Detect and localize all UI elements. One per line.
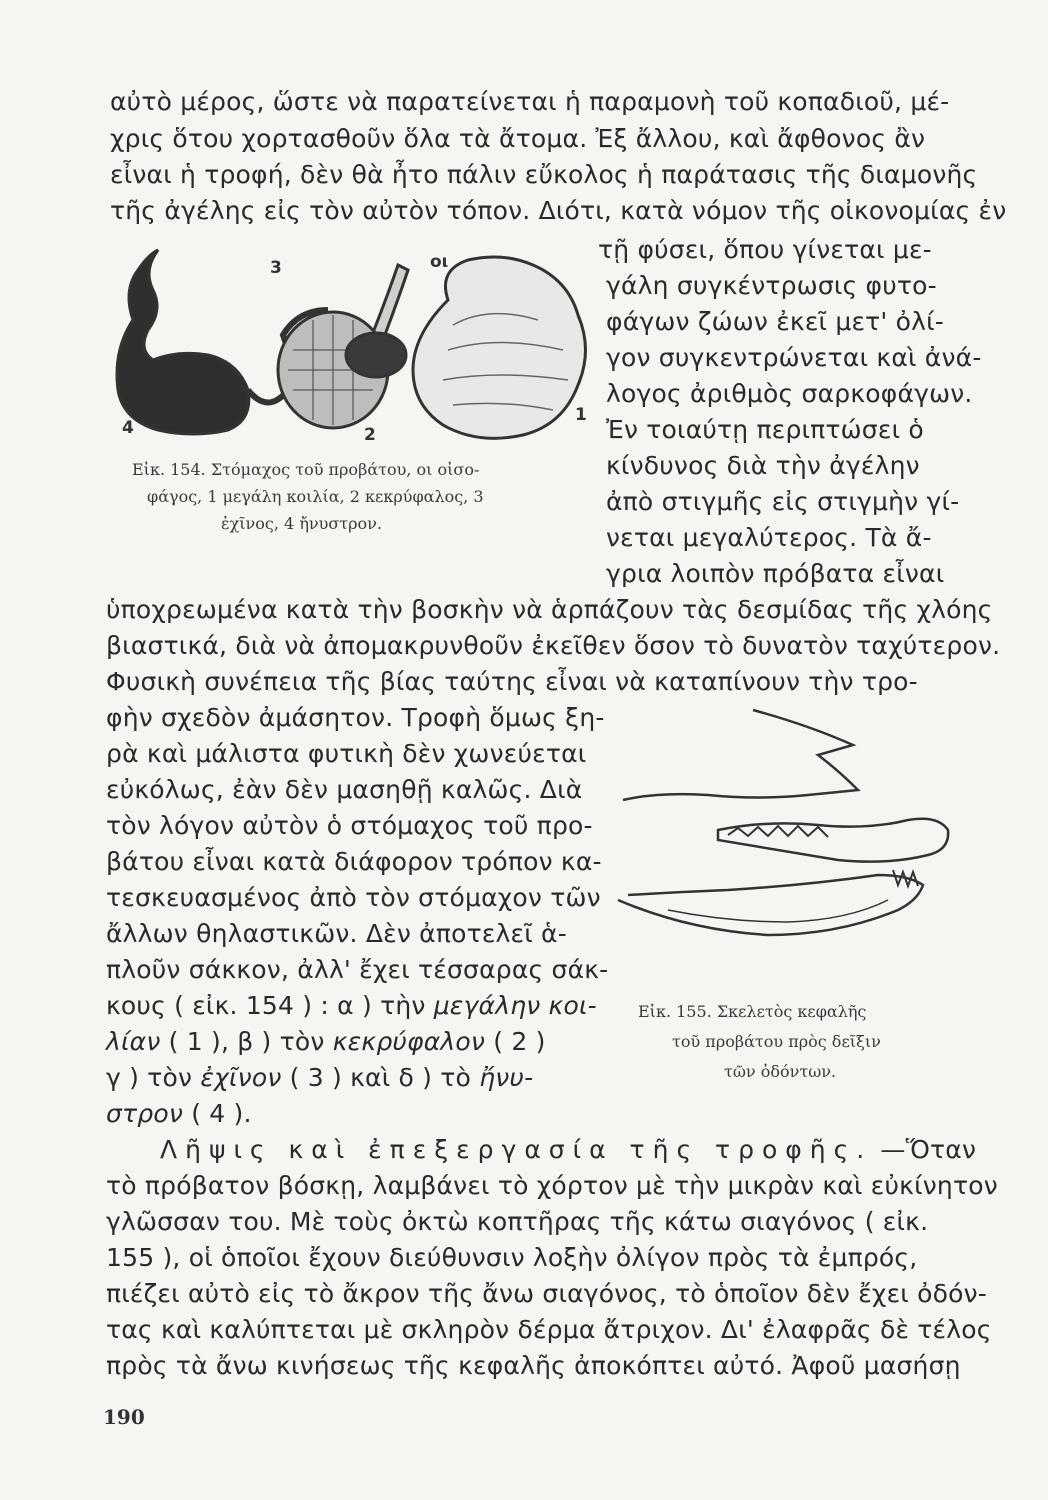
figure-label: 3 [270, 258, 282, 278]
body-text: γ ) τὸν [106, 1063, 193, 1092]
term-italic: ἤνυ- [479, 1063, 534, 1092]
body-text: κους ( εἰκ. 154 ) : α ) τὴν [106, 991, 426, 1020]
figure-caption: τοῦ προβάτου πρὸς δεῖξιν [672, 1032, 881, 1051]
figure-caption: τῶν ὀδόντων. [724, 1062, 837, 1081]
sheep-jaw-illustration [608, 700, 958, 960]
body-line: Ἐν τοιαύτῃ περιπτώσει ὁ [606, 415, 924, 444]
body-line: αὐτὸ μέρος, ὥστε νὰ παρατείνεται ἡ παραμονὴ τοῦ κοπαδιοῦ, μέ- [110, 87, 950, 116]
body-line: πλοῦν σάκκον, ἀλλ' ἔχει τέσσαρας σάκ- [106, 955, 609, 984]
body-line: νεται μεγαλύτερος. Τὰ ἄ- [606, 523, 932, 552]
body-line: ἄλλων θηλαστικῶν. Δὲν ἀποτελεῖ ἁ- [106, 919, 567, 948]
sheep-stomach-illustration [108, 240, 598, 450]
body-text: ( 1 ), β ) τὸν [168, 1027, 325, 1056]
term-italic: κεκρύφαλον [332, 1027, 486, 1056]
body-line: γρια λοιπὸν πρόβατα εἶναι [606, 559, 945, 588]
term-italic: λίαν [106, 1027, 161, 1056]
section-heading-line [160, 1132, 976, 1168]
figure-caption: φάγος, 1 μεγάλη κοιλία, 2 κεκρύφαλος, 3 [147, 487, 484, 506]
body-line [106, 1060, 533, 1096]
section-heading: Λῆψις καὶ ἐπεξεργασία τῆς τροφῆς. [160, 1135, 873, 1164]
body-text: —Ὅταν [880, 1135, 977, 1164]
body-line [106, 988, 597, 1024]
body-line: ἀπὸ στιγμῆς εἰς στιγμὴν γί- [606, 487, 960, 516]
body-line: φάγων ζώων ἐκεῖ μετ' ὀλί- [606, 307, 945, 336]
body-line: χρις ὅτου χορτασθοῦν ὅλα τὰ ἄτομα. Ἐξ ἄλλου, καὶ ἄφθονος ἂν [110, 124, 926, 153]
body-line: γάλη συγκέντρωσις φυτο- [606, 271, 937, 300]
body-text: ( 3 ) καὶ δ ) τὸ [289, 1063, 472, 1092]
body-line: πρὸς τὰ ἄνω κινήσεως τῆς κεφαλῆς ἀποκόπτει αὐτό. Ἀφοῦ μασήσῃ [106, 1351, 961, 1380]
body-line: φὴν σχεδὸν ἀμάσητον. Τροφὴ ὅμως ξη- [106, 703, 605, 732]
body-text: ( 2 ) [493, 1027, 546, 1056]
body-line: Φυσικὴ συνέπεια τῆς βίας ταύτης εἶναι νὰ καταπίνουν τὴν τρο- [106, 667, 918, 696]
body-line: βάτου εἶναι κατὰ διάφορον τρόπον κα- [106, 847, 602, 876]
body-line: κίνδυνος διὰ τὴν ἀγέλην [606, 451, 920, 480]
body-line: τεσκευασμένος ἀπὸ τὸν στόμαχον τῶν [106, 883, 601, 912]
body-line [106, 1096, 252, 1132]
term-italic: μεγάλην κοι- [433, 991, 597, 1020]
figure-caption: Εἰκ. 155. Σκελετὸς κεφαλῆς [638, 1002, 867, 1021]
body-line: πιέζει αὐτὸ εἰς τὸ ἄκρον τῆς ἄνω σιαγόνος, τὸ ὁποῖον δὲν ἔχει ὀδόν- [106, 1279, 987, 1308]
figure-label: 4 [122, 418, 134, 438]
body-line: βιαστικά, διὰ νὰ ἀπομακρυνθοῦν ἐκεῖθεν ὅσον τὸ δυνατὸν ταχύτερον. [106, 631, 1001, 660]
figure-label: οι [430, 252, 449, 272]
body-line: τὸ πρόβατον βόσκῃ, λαμβάνει τὸ χόρτον μὲ τὴν μικρὰν καὶ εὐκίνητον [106, 1171, 998, 1200]
body-line: τας καὶ καλύπτεται μὲ σκληρὸν δέρμα ἄτριχον. Δι' ἐλαφρᾶς δὲ τέλος [106, 1315, 992, 1344]
body-line: εὐκόλως, ἐὰν δὲν μασηθῇ καλῶς. Διὰ [106, 775, 583, 804]
body-line: τὸν λόγον αὐτὸν ὁ στόμαχος τοῦ προ- [106, 811, 593, 840]
term-italic: ἐχῖνον [200, 1063, 282, 1092]
body-line: τῆς ἀγέλης εἰς τὸν αὐτὸν τόπον. Διότι, κατὰ νόμον τῆς οἰκονομίας ἐν [110, 196, 1007, 225]
figure-label: 2 [364, 425, 376, 445]
term-italic: στρον [106, 1099, 184, 1128]
body-line: λογος ἀριθμὸς σαρκοφάγων. [606, 379, 973, 408]
body-text: ( 4 ). [191, 1099, 252, 1128]
page-number: 190 [103, 1405, 145, 1429]
body-line: γον συγκεντρώνεται καὶ ἀνά- [606, 343, 982, 372]
body-line [106, 1024, 546, 1060]
body-line: εἶναι ἡ τροφή, δὲν θὰ ἦτο πάλιν εὔκολος ἡ παράτασις τῆς διαμονῆς [110, 160, 978, 189]
body-line: γλῶσσαν του. Μὲ τοὺς ὀκτὼ κοπτῆρας τῆς κάτω σιαγόνος ( εἰκ. [106, 1207, 929, 1236]
body-line: ὑποχρεωμένα κατὰ τὴν βοσκὴν νὰ ἁρπάζουν τὰς δεσμίδας τῆς χλόης [106, 595, 993, 624]
figure-caption: ἐχῖνος, 4 ἤνυστρον. [221, 514, 382, 533]
figure-label: 1 [575, 405, 587, 425]
figure-caption: Εἰκ. 154. Στόμαχος τοῦ προβάτου, οι οἰσο- [132, 460, 480, 479]
body-line: τῇ φύσει, ὅπου γίνεται με- [598, 235, 932, 264]
body-line: ρὰ καὶ μάλιστα φυτικὴ δὲν χωνεύεται [106, 739, 587, 768]
body-line: 155 ), οἱ ὁποῖοι ἔχουν διεύθυνσιν λοξὴν ὀλίγον πρὸς τὰ ἐμπρός, [106, 1243, 918, 1272]
